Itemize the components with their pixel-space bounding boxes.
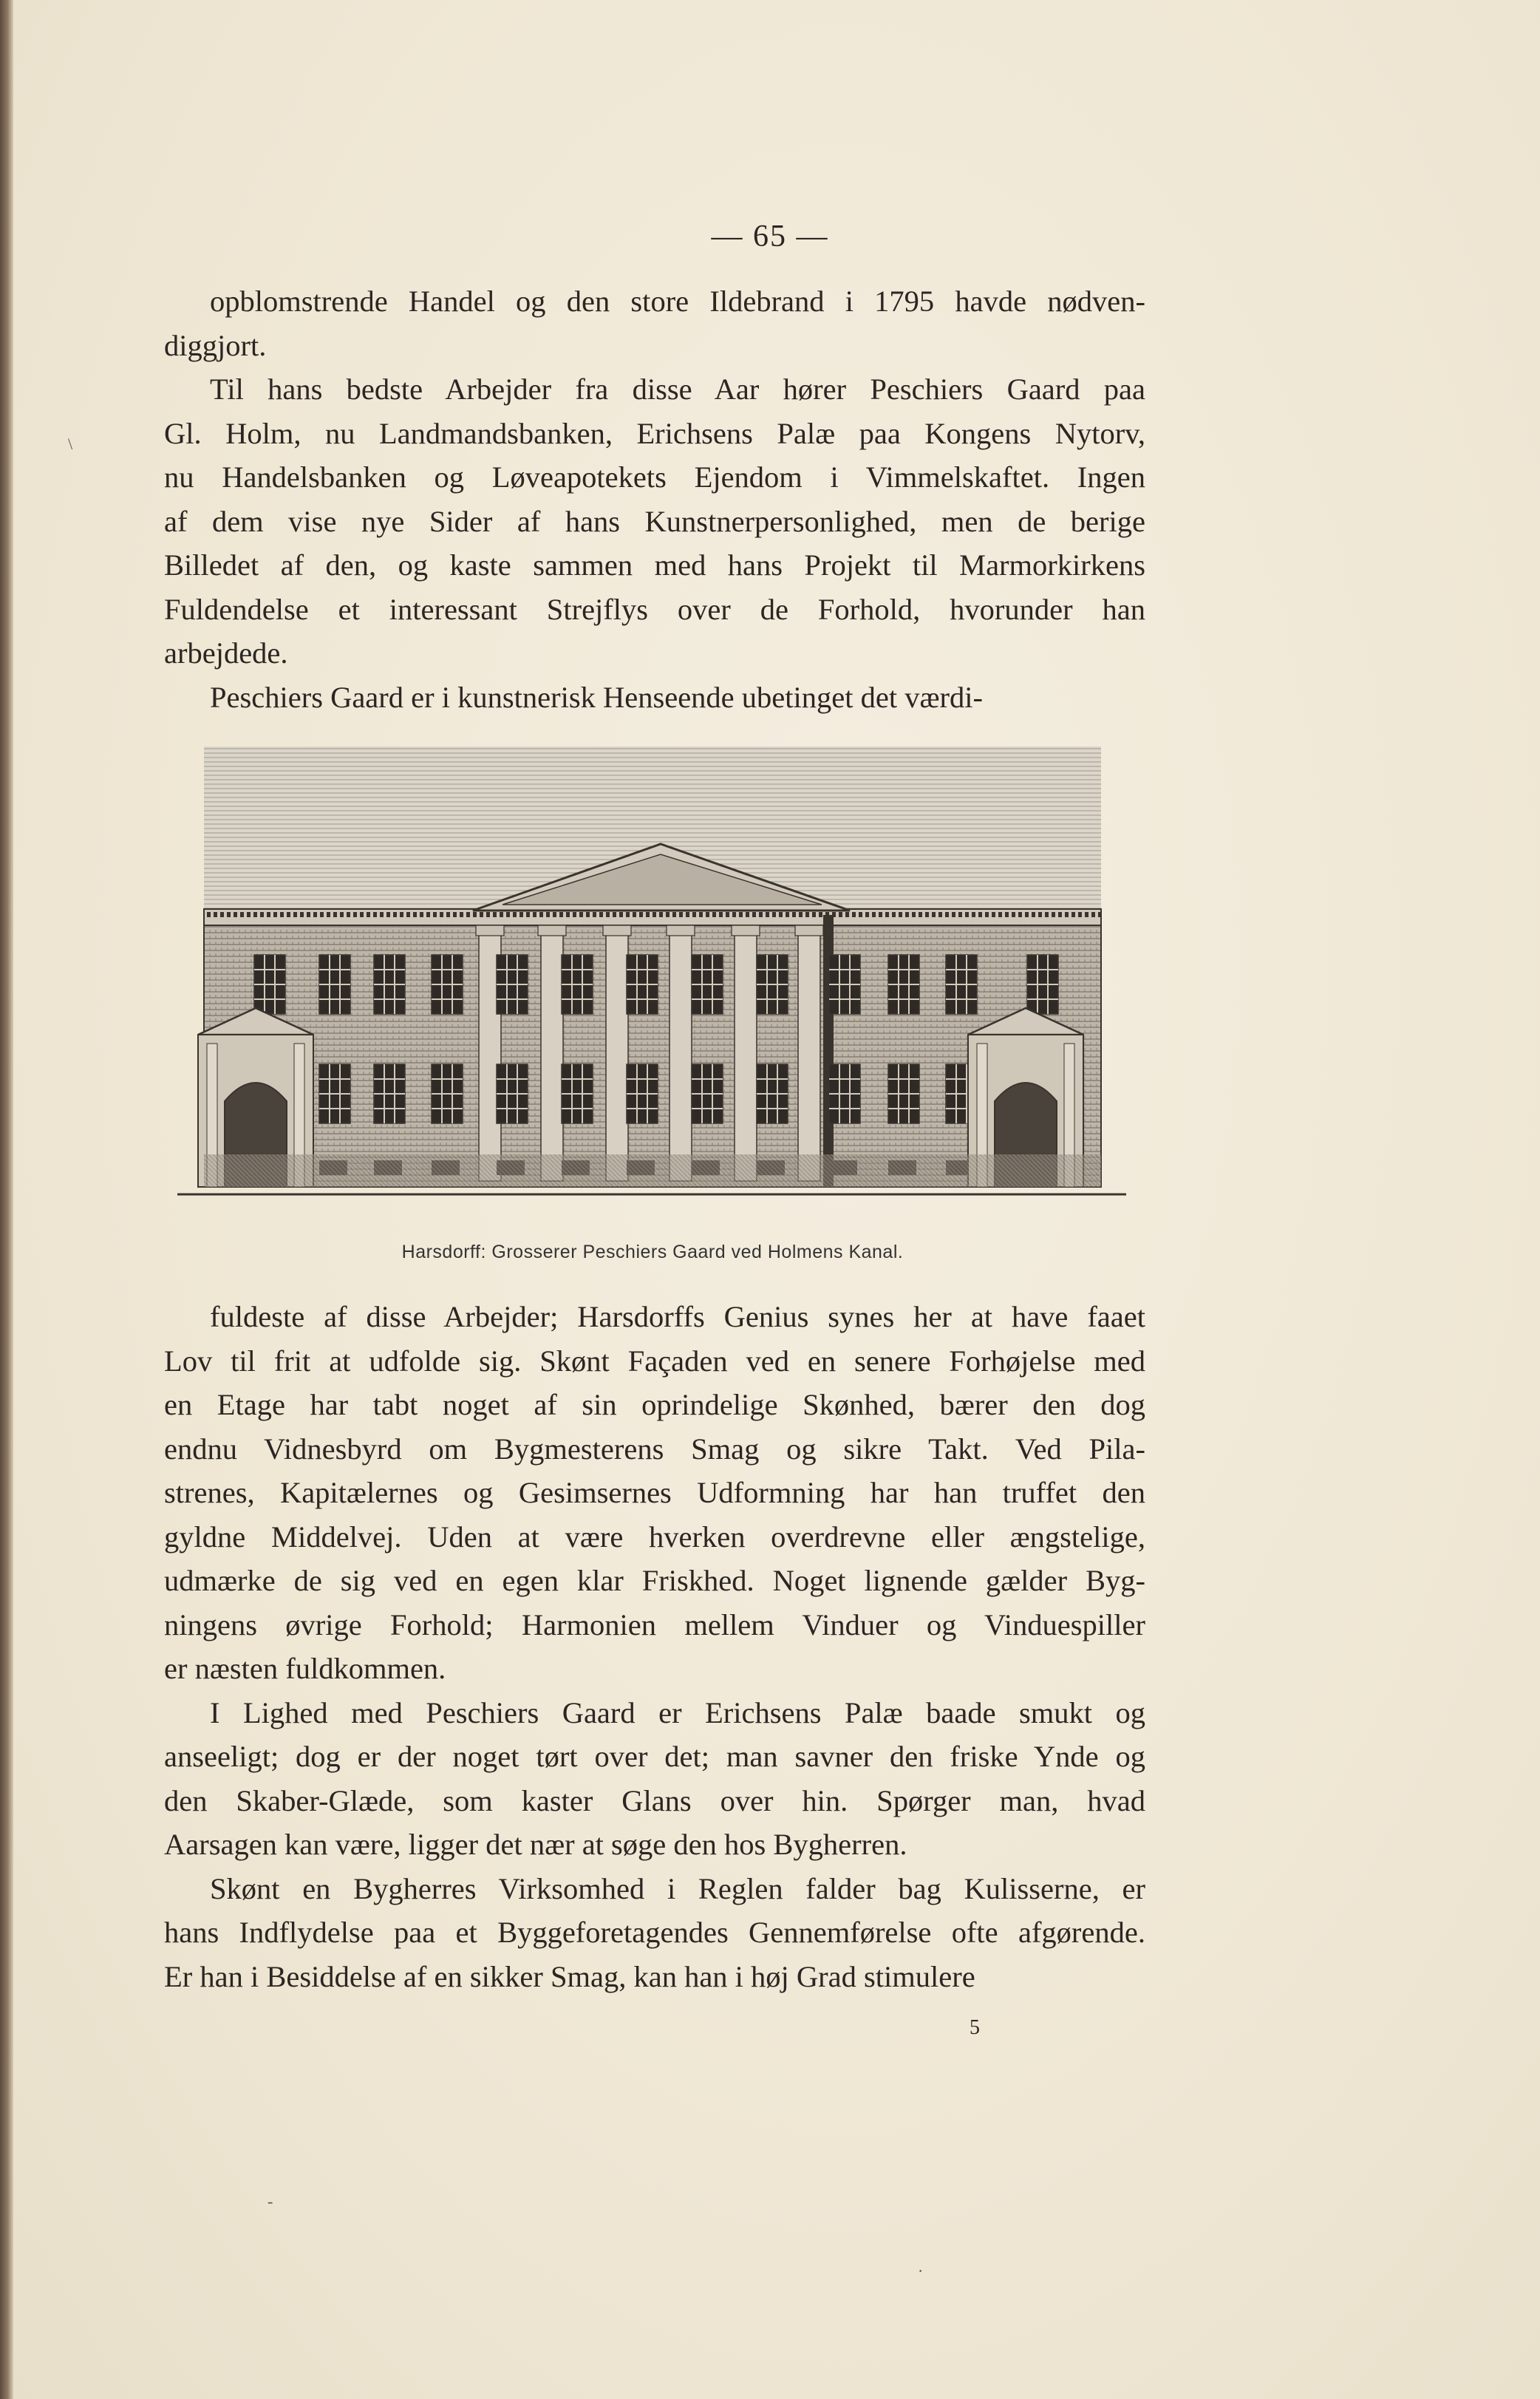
cornice-dentil: [978, 912, 982, 917]
cornice-dentil: [925, 912, 929, 917]
text-line: arbejdede.: [164, 636, 288, 670]
cornice-dentil: [353, 912, 357, 917]
cornice-dentil: [426, 912, 430, 917]
cornice-dentil: [972, 912, 975, 917]
cornice-dentil: [360, 912, 364, 917]
cornice-dentil: [872, 912, 876, 917]
cornice-dentil: [1038, 912, 1042, 917]
text-line: Fuldendelse et interessant Strejflys over de Forhold, hvorunder han: [164, 592, 1145, 626]
cornice-dentil: [486, 912, 490, 917]
cornice-dentil: [593, 912, 596, 917]
cornice-dentil: [586, 912, 590, 917]
cornice-dentil: [247, 912, 251, 917]
cornice-dentil: [473, 912, 477, 917]
cornice-dentil: [905, 912, 909, 917]
figure-engraving: [177, 746, 1126, 1211]
text-line: Til hans bedste Arbejder fra disse Aar hører Peschiers Gaard paa: [210, 372, 1145, 406]
text-line: opblomstrende Handel og den store Ildebrand i 1795 havde nødven-: [210, 285, 1145, 318]
text-line: ningens øvrige Forhold; Harmonien mellem Vinduer og Vinduespiller: [164, 1607, 1145, 1641]
cornice-dentil: [406, 912, 410, 917]
cornice-dentil: [1098, 912, 1102, 917]
cornice-dentil: [553, 912, 556, 917]
cornice-dentil: [373, 912, 377, 917]
cornice-dentil: [639, 912, 643, 917]
cornice-dentil: [1058, 912, 1062, 917]
signature-mark: 5: [970, 2016, 980, 2039]
cornice-dentil: [546, 912, 550, 917]
cornice-dentil: [626, 912, 630, 917]
cornice-dentil: [400, 912, 403, 917]
cornice-dentil: [340, 912, 344, 917]
cornice-dentil: [792, 912, 796, 917]
cornice-dentil: [320, 912, 324, 917]
text-line: I Lighed med Peschiers Gaard er Erichsens Palæ baade smukt og: [210, 1695, 1145, 1729]
text-line: nu Handelsbanken og Løveapotekets Ejendom i Vimmelskaftet. Ingen: [164, 460, 1145, 494]
cornice-dentil: [772, 912, 776, 917]
cornice-dentil: [559, 912, 563, 917]
facade-pilaster: [606, 925, 628, 1181]
text-line: af dem vise nye Sider af hans Kunstnerpersonlighed, men de berige: [164, 504, 1145, 538]
cornice-dentil: [819, 912, 822, 917]
cornice-dentil: [566, 912, 570, 917]
cornice-dentil: [686, 912, 689, 917]
cornice-dentil: [885, 912, 889, 917]
cornice-dentil: [659, 912, 663, 917]
cornice-dentil: [1012, 912, 1015, 917]
text-line: strenes, Kapitælernes og Gesimsernes Udformning har han truffet den: [164, 1476, 1145, 1509]
cornice-dentil: [347, 912, 350, 917]
cornice-dentil: [752, 912, 756, 917]
cornice-dentil: [267, 912, 270, 917]
cornice-dentil: [1018, 912, 1022, 917]
cornice-dentil: [280, 912, 284, 917]
cornice-dentil: [812, 912, 816, 917]
cornice-dentil: [386, 912, 390, 917]
binding-edge: [0, 0, 13, 2399]
facade-pilaster: [670, 925, 692, 1181]
text-line: Billedet af den, og kaste sammen med hans Projekt til Marmorkirkens: [164, 548, 1145, 582]
cornice-dentil: [879, 912, 882, 917]
facade-pilaster: [798, 925, 820, 1181]
text-line: Gl. Holm, nu Landmandsbanken, Erichsens Palæ paa Kongens Nytorv,: [164, 416, 1145, 450]
text-line: den Skaber-Glæde, som kaster Glans over hin. Spørger man, hvad: [164, 1783, 1145, 1817]
cornice-dentil: [313, 912, 317, 917]
cornice-dentil: [653, 912, 656, 917]
cornice-dentil: [1071, 912, 1075, 917]
pilaster-capital: [732, 925, 760, 936]
cornice-dentil: [952, 912, 955, 917]
cornice-dentil: [460, 912, 463, 917]
cornice-dentil: [766, 912, 769, 917]
text-block-top: [164, 279, 1145, 719]
cornice-dentil: [207, 912, 211, 917]
cornice-dentil: [845, 912, 849, 917]
cornice-dentil: [992, 912, 995, 917]
cornice-dentil: [433, 912, 437, 917]
pilaster-capital: [603, 925, 631, 936]
cornice-dentil: [679, 912, 683, 917]
text-line: Er han i Besiddelse af en sikker Smag, kan han i høj Grad stimulere: [164, 1959, 975, 1993]
cornice-dentil: [958, 912, 962, 917]
cornice-dentil: [539, 912, 543, 917]
cornice-dentil: [1078, 912, 1082, 917]
cornice-dentil: [253, 912, 257, 917]
cornice-dentil: [220, 912, 224, 917]
cornice-dentil: [293, 912, 297, 917]
cornice-dentil: [899, 912, 902, 917]
text-line: Peschiers Gaard er i kunstnerisk Henseende ubetinget det værdi-: [210, 680, 983, 714]
cornice-dentil: [500, 912, 503, 917]
cornice-dentil: [699, 912, 703, 917]
text-line: diggjort.: [164, 328, 267, 362]
cornice-dentil: [599, 912, 603, 917]
cornice-dentil: [240, 912, 244, 917]
cornice-dentil: [619, 912, 623, 917]
text-line: hans Indflydelse paa et Byggeforetagendes Gennemførelse ofte afgørende.: [164, 1916, 1145, 1949]
cornice-dentil: [1085, 912, 1088, 917]
cornice-dentil: [892, 912, 896, 917]
cornice-dentil: [1032, 912, 1035, 917]
cornice-dentil: [1052, 912, 1055, 917]
cornice-dentil: [805, 912, 809, 917]
cornice-dentil: [1025, 912, 1029, 917]
cornice-dentil: [420, 912, 423, 917]
cornice-dentil: [606, 912, 610, 917]
cornice-dentil: [307, 912, 310, 917]
pilaster-capital: [476, 925, 504, 936]
cornice-dentil: [480, 912, 483, 917]
running-head-page-number: — 65 —: [711, 220, 829, 253]
cornice-dentil: [799, 912, 803, 917]
cornice-dentil: [227, 912, 231, 917]
cornice-dentil: [413, 912, 417, 917]
cornice-dentil: [633, 912, 636, 917]
cornice-dentil: [367, 912, 370, 917]
cornice-dentil: [453, 912, 457, 917]
cornice-dentil: [726, 912, 729, 917]
cornice-dentil: [533, 912, 536, 917]
cornice-dentil: [945, 912, 949, 917]
figure-caption: Harsdorff: Grosserer Peschiers Gaard ved Holmens Kanal.: [401, 1242, 904, 1262]
cornice-dentil: [732, 912, 736, 917]
text-line: Lov til frit at udfolde sig. Skønt Façaden ved en senere Forhøjelse med: [164, 1344, 1145, 1378]
cornice-dentil: [932, 912, 936, 917]
text-line: endnu Vidnesbyrd om Bygmesterens Smag og sikre Takt. Ved Pila-: [164, 1432, 1145, 1466]
text-line: en Etage har tabt noget af sin oprindelige Skønhed, bærer den dog: [164, 1388, 1145, 1421]
cornice-dentil: [865, 912, 869, 917]
cornice-dentil: [706, 912, 709, 917]
cornice-dentil: [526, 912, 530, 917]
cornice-dentil: [573, 912, 576, 917]
cornice-dentil: [1091, 912, 1095, 917]
facade-plinth: [204, 1154, 1101, 1187]
facade-pilaster: [541, 925, 563, 1181]
stray-mark: ·: [918, 2262, 924, 2280]
cornice-dentil: [327, 912, 330, 917]
stray-mark: \: [68, 435, 73, 453]
cornice-dentil: [719, 912, 723, 917]
cornice-dentil: [380, 912, 384, 917]
cornice-dentil: [273, 912, 277, 917]
cornice-dentil: [786, 912, 789, 917]
cornice-dentil: [759, 912, 763, 917]
cornice-dentil: [965, 912, 969, 917]
cornice-dentil: [919, 912, 922, 917]
cornice-dentil: [493, 912, 497, 917]
cornice-dentil: [506, 912, 510, 917]
cornice-dentil: [712, 912, 716, 917]
cornice-dentil: [998, 912, 1002, 917]
cornice-dentil: [746, 912, 749, 917]
pilaster-capital: [667, 925, 695, 936]
cornice-dentil: [779, 912, 783, 917]
cornice-dentil: [666, 912, 670, 917]
pilaster-capital: [795, 925, 823, 936]
cornice-dentil: [839, 912, 842, 917]
cornice-dentil: [1045, 912, 1049, 917]
cornice-dentil: [446, 912, 450, 917]
text-line: udmærke de sig ved en egen klar Friskhed. Noget lignende gælder Byg-: [164, 1564, 1145, 1597]
stray-mark: -: [268, 2192, 273, 2211]
cornice-dentil: [579, 912, 583, 917]
cornice-dentil: [234, 912, 237, 917]
cornice-dentil: [692, 912, 696, 917]
text-line: gyldne Middelvej. Uden at være hverken overdrevne eller ængstelige,: [164, 1520, 1145, 1554]
text-line: fuldeste af disse Arbejder; Harsdorffs Genius synes her at have faaet: [210, 1300, 1145, 1333]
pilaster-capital: [538, 925, 566, 936]
cornice-dentil: [519, 912, 523, 917]
cornice-dentil: [938, 912, 942, 917]
cornice-dentil: [440, 912, 443, 917]
facade-pilaster: [735, 925, 757, 1181]
text-line: Aarsagen kan være, ligger det nær at søge den hos Bygherren.: [164, 1828, 907, 1861]
text-block-bottom: [164, 1295, 1145, 1998]
cornice-dentil: [739, 912, 743, 917]
cornice-dentil: [287, 912, 290, 917]
cornice-dentil: [466, 912, 470, 917]
cornice-dentil: [852, 912, 856, 917]
cornice-dentil: [985, 912, 989, 917]
cornice-dentil: [1005, 912, 1009, 917]
cornice-dentil: [300, 912, 304, 917]
cornice-dentil: [214, 912, 217, 917]
cornice-dentil: [513, 912, 517, 917]
cornice-dentil: [613, 912, 616, 917]
cornice-dentil: [672, 912, 676, 917]
cornice-dentil: [1065, 912, 1069, 917]
text-line: er næsten fuldkommen.: [164, 1652, 446, 1685]
cornice-dentil: [260, 912, 264, 917]
cornice-dentil: [646, 912, 650, 917]
cornice-dentil: [912, 912, 916, 917]
text-line: Skønt en Bygherres Virksomhed i Reglen falder bag Kulisserne, er: [210, 1871, 1145, 1905]
cornice-dentil: [333, 912, 337, 917]
text-line: anseeligt; dog er der noget tørt over det; man savner den friske Ynde og: [164, 1740, 1145, 1773]
cornice-dentil: [859, 912, 862, 917]
cornice-dentil: [393, 912, 397, 917]
